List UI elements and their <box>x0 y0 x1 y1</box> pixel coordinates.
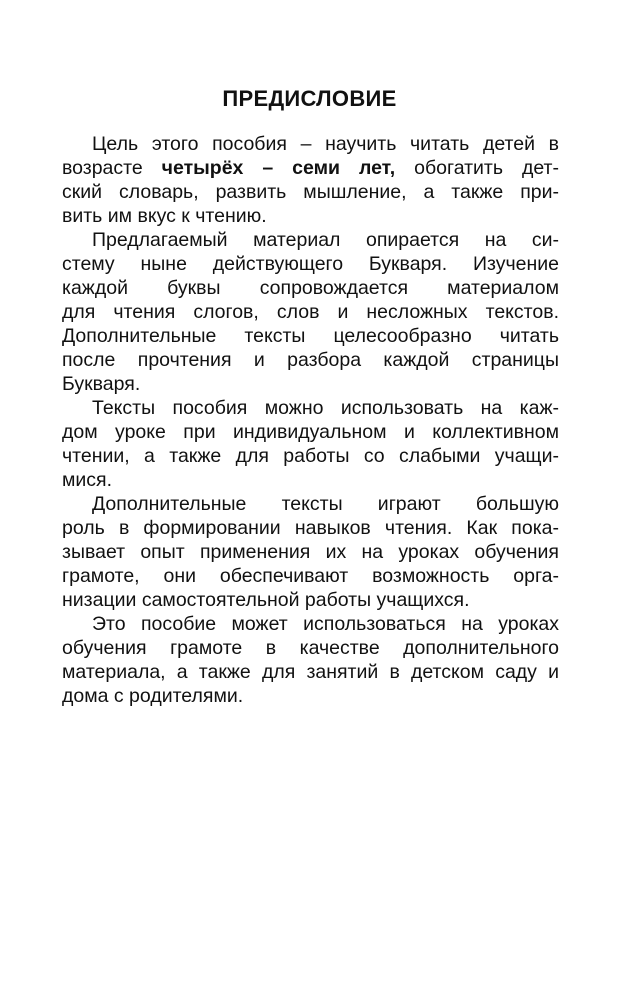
text-line: зывает опыт применения их на уроках обучения <box>62 541 559 563</box>
text-line: дом уроке при индивидуальном и коллективном <box>62 421 559 443</box>
text-line: роль в формировании навыков чтения. Как пока- <box>62 517 559 539</box>
text-line: Дополнительные тексты играют большую <box>92 493 559 515</box>
preface-text <box>62 132 559 708</box>
text-line: грамоте, они обеспечивают возможность орга- <box>62 565 559 587</box>
text-line: ский словарь, развить мышление, а также при- <box>62 181 559 203</box>
text-line: стему ныне действующего Букваря. Изучение <box>62 253 559 275</box>
text-line: низации самостоятельной работы учащихся. <box>62 589 470 611</box>
text-line: после прочтения и разбора каждой страницы <box>62 349 559 371</box>
text-line: для чтения слогов, слов и несложных текстов. <box>62 301 559 323</box>
text-line: дома с родителями. <box>62 685 244 707</box>
text-line: материала, а также для занятий в детском саду и <box>62 661 559 683</box>
page-title: ПРЕДИСЛОВИЕ <box>222 86 397 111</box>
text-line: обучения грамоте в качестве дополнительного <box>62 637 559 659</box>
text-line: чтении, а также для работы со слабыми учащи- <box>62 445 559 467</box>
text-line: возрасте четырёх – семи лет, обогатить дет- <box>62 157 559 179</box>
text-line: Цель этого пособия – научить читать детей в <box>92 133 559 155</box>
text-line: Дополнительные тексты целесообразно читать <box>62 325 559 347</box>
text-line: мися. <box>62 469 113 491</box>
emphasis-text: четырёх – семи лет, <box>161 157 396 179</box>
text-line: каждой буквы сопровождается материалом <box>62 277 559 299</box>
text-line: Это пособие может использоваться на уроках <box>92 613 559 635</box>
text-line: Букваря. <box>62 373 141 395</box>
text-line: Тексты пособия можно использовать на каж- <box>92 397 559 419</box>
text-line: Предлагаемый материал опирается на си- <box>92 229 559 251</box>
text-line: вить им вкус к чтению. <box>62 205 267 227</box>
